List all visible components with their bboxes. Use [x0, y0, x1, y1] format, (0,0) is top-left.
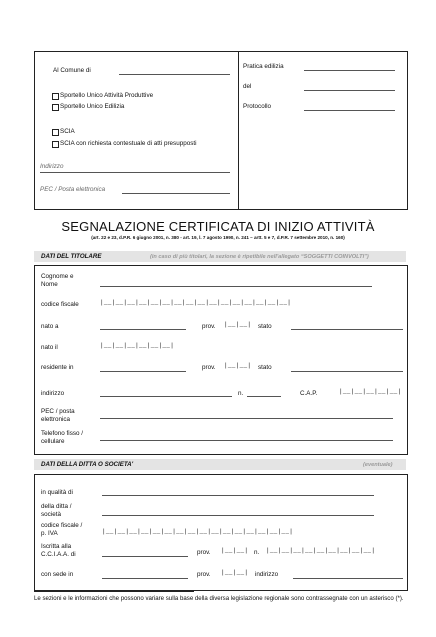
nato-a-label: nato a — [41, 323, 59, 330]
del-label: del — [243, 83, 252, 90]
cap-segments[interactable]: |__|__|__|__|__| — [339, 388, 402, 395]
cap-label: C.A.P. — [300, 390, 318, 397]
sede-label: con sede in — [41, 571, 74, 578]
footnote-text: Le sezioni e le informazioni che possono variare sulla base della diversa legislazione regionale sono contrassegnate con un asterisco (*). — [34, 595, 404, 602]
residente-stato-label: stato — [258, 364, 272, 371]
section-ditta-note: (eventuale) — [363, 461, 393, 468]
titolare-box — [34, 265, 408, 455]
pratica-label: Pratica edilizia — [243, 63, 284, 70]
del-field[interactable] — [304, 90, 395, 91]
page-title: SEGNALAZIONE CERTIFICATA DI INIZIO ATTIVITÀ — [61, 219, 375, 234]
option-sue-label: Sportello Unico Edilizia — [60, 103, 125, 110]
della-ditta-label: della ditta / società — [41, 503, 72, 518]
nato-a-field[interactable] — [100, 329, 186, 330]
telefono-field[interactable] — [100, 440, 393, 441]
residente-label: residente in — [41, 364, 74, 371]
cf-iva-segments[interactable]: |__|__|__|__|__|__|__|__|__|__|__|__|__|__|__|__| — [102, 528, 294, 535]
numero-field[interactable] — [247, 396, 281, 397]
cognome-label: Cognome e Nome — [41, 273, 74, 288]
option-scia-atti-label: SCIA con richiesta contestuale di atti presupposti — [60, 140, 197, 147]
cciaa-prov-segments[interactable]: |__|__| — [221, 547, 249, 554]
sede-prov-segments[interactable]: |__|__| — [221, 569, 249, 576]
option-scia-label: SCIA — [60, 128, 75, 135]
section-titolare-note: (in caso di più titolari, la sezione è ripetibile nell'allegato “SOGGETTI COINVOLTI”) — [150, 253, 369, 260]
checkbox-suap[interactable] — [52, 93, 59, 100]
footnote-rule — [34, 591, 194, 592]
residente-prov-label: prov. — [202, 364, 216, 371]
pec-titolare-label: PEC / posta elettronica — [41, 408, 75, 423]
nato-prov-segments[interactable]: |__|__| — [224, 321, 252, 328]
qualita-field[interactable] — [102, 495, 374, 496]
sede-prov-label: prov. — [197, 571, 211, 578]
cognome-field[interactable] — [100, 286, 372, 287]
checkbox-sue[interactable] — [52, 104, 59, 111]
nato-il-segments[interactable]: |__|__|__|__|__|__| — [100, 342, 175, 349]
telefono-label: Telefono fisso / cellulare — [41, 430, 84, 445]
checkbox-scia[interactable] — [52, 129, 59, 136]
residente-prov-segments[interactable]: |__|__| — [224, 362, 252, 369]
numero-label: n. — [238, 390, 244, 397]
protocollo-label: Protocollo — [243, 103, 272, 110]
pec-label: PEC / Posta elettronica — [40, 186, 106, 193]
sede-indirizzo-field[interactable] — [293, 578, 403, 579]
qualita-label: in qualità di — [41, 489, 73, 496]
protocollo-field[interactable] — [304, 110, 395, 111]
option-suap-label: Sportello Unico Attività Produttive — [60, 92, 154, 99]
residente-field[interactable] — [100, 371, 186, 372]
cf-segments[interactable]: |__|__|__|__|__|__|__|__|__|__|__|__|__|__|__|__| — [100, 299, 292, 306]
pec-field[interactable] — [122, 193, 230, 194]
pec-titolare-field[interactable] — [100, 418, 393, 419]
cciaa-field[interactable] — [102, 556, 188, 557]
section-titolare-title: DATI DEL TITOLARE — [41, 253, 102, 260]
indirizzo-titolare-field[interactable] — [100, 396, 232, 397]
nato-stato-label: stato — [258, 323, 272, 330]
della-ditta-field[interactable] — [102, 515, 374, 516]
section-ditta-title: DATI DELLA DITTA O SOCIETA' — [41, 461, 134, 468]
checkbox-scia-atti[interactable] — [52, 141, 59, 148]
residente-stato-field[interactable] — [291, 371, 403, 372]
page-subtitle: (art. 22 e 23, d.P.R. 6 giugno 2001, n. 380 - art. 19, l. 7 agosto 1990, n. 241 – artt. 5 e 7, d.P.R. 7 settembre 2010, n. 160) — [91, 235, 345, 240]
rea-n-label: n. — [254, 549, 260, 556]
cciaa-prov-label: prov. — [197, 549, 211, 556]
nato-stato-field[interactable] — [291, 329, 403, 330]
nato-il-label: nato il — [41, 344, 58, 351]
iscritta-label: Iscritta alla C.C.I.A.A. di — [41, 543, 76, 558]
sede-field[interactable] — [102, 578, 188, 579]
cf-iva-label: codice fiscale / p. IVA — [41, 522, 83, 537]
indirizzo-titolare-label: indirizzo — [41, 390, 65, 397]
comune-label: Al Comune di — [53, 67, 91, 74]
pratica-field[interactable] — [304, 70, 395, 71]
cf-label: codice fiscale — [41, 301, 79, 308]
indirizzo-field[interactable] — [40, 172, 230, 173]
indirizzo-label: Indirizzo — [40, 163, 64, 170]
sede-indirizzo-label: indirizzo — [255, 571, 279, 578]
rea-segments[interactable]: |__|__|__|__|__|__|__|__|__| — [266, 547, 376, 554]
nato-prov-label: prov. — [202, 323, 216, 330]
comune-field[interactable] — [119, 74, 230, 75]
header-divider — [238, 51, 239, 209]
